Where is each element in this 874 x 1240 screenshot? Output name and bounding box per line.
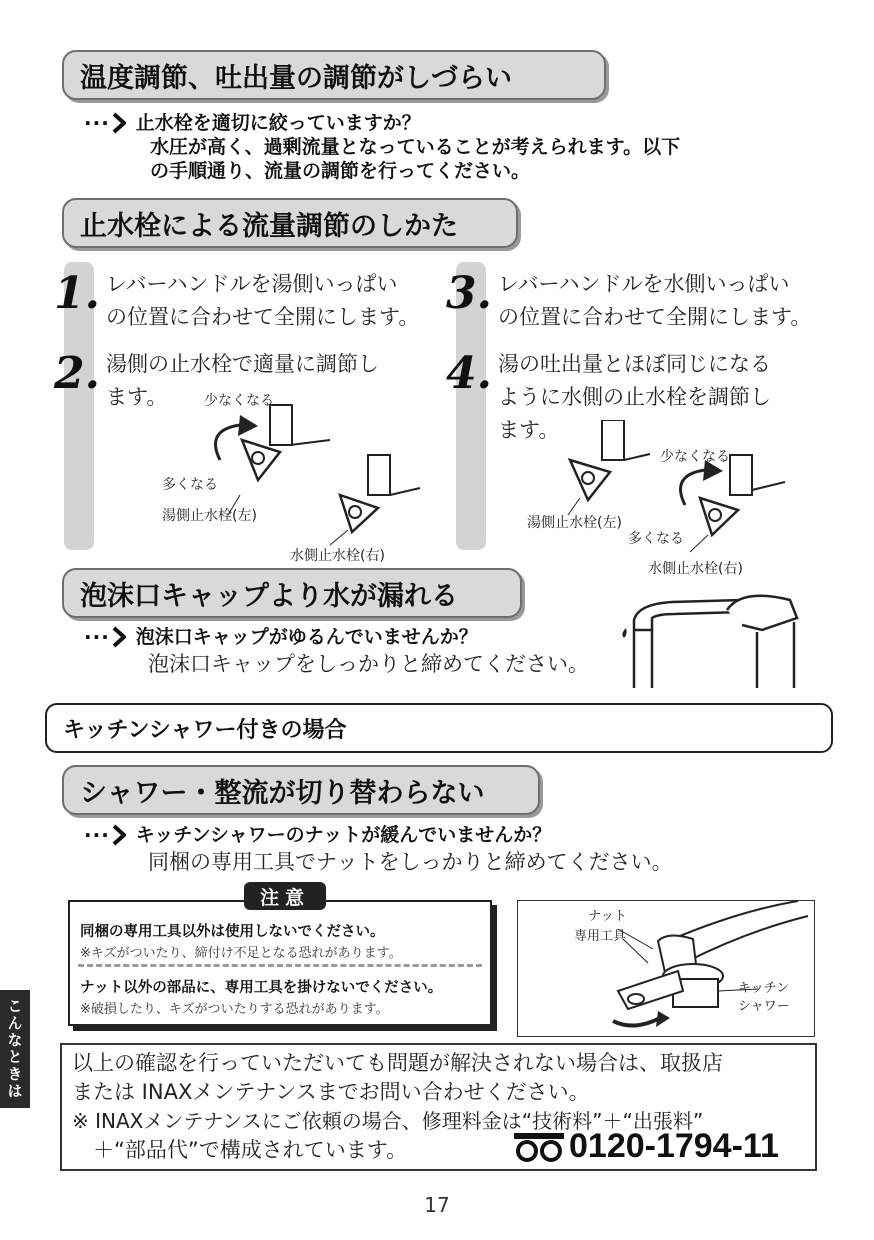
step-line: ように水側の止水栓を調節し <box>498 385 771 409</box>
question-line <box>84 112 421 134</box>
step-line: レバーハンドルを湯側いっぱい <box>106 272 398 296</box>
info-text: または INAXメンテナンスまでお問い合わせください。 <box>72 1080 590 1104</box>
faucet-illustration <box>612 590 802 690</box>
label-less: 少なくなる <box>660 449 730 465</box>
caution-badge: 注意 <box>244 882 326 910</box>
step-line: レバーハンドルを水側いっぱい <box>498 272 790 296</box>
step-number: 3. <box>446 268 492 319</box>
caution-note: ※破損したり、キズがついたりする恐れがあります。 <box>80 1002 389 1017</box>
question-line <box>84 626 478 648</box>
step-line: の位置に合わせて全開にします。 <box>498 305 812 329</box>
chevron-right-icon <box>112 112 126 134</box>
shower-nut-illustration <box>518 901 814 1036</box>
label-cold-valve: 水側止水栓(右) <box>290 548 385 564</box>
divider <box>78 964 482 967</box>
step-text <box>106 268 419 334</box>
label-more: 多くなる <box>628 531 684 547</box>
step-line: 湯の吐出量とほぼ同じになる <box>498 352 771 376</box>
label-less: 少なくなる <box>204 393 274 409</box>
dots-icon: ··· <box>84 111 110 135</box>
section-title: シャワー・整流が切り替わらない <box>80 777 485 809</box>
section-header-shower-switch <box>62 765 540 815</box>
label-hot-valve: 湯側止水栓(左) <box>527 515 622 531</box>
step-line: の位置に合わせて全開にします。 <box>106 305 420 329</box>
caution-line: 同梱の専用工具以外は使用しないでください。 <box>80 924 385 940</box>
step-line: ます。 <box>106 385 168 409</box>
label-tool: 専用工具 <box>574 929 627 944</box>
info-text: ※ INAXメンテナンスにご依頼の場合、修理料金は“技術料”＋“出張料” <box>72 1109 704 1133</box>
phone-number-text: 0120-1794-11 <box>569 1127 779 1165</box>
body-text: の手順通り、流量の調節を行ってください。 <box>150 160 531 182</box>
question-text: 泡沫口キャップがゆるんでいませんか？ <box>135 626 478 648</box>
question-line <box>84 824 551 846</box>
caution-box <box>68 900 492 1026</box>
chevron-right-icon <box>112 626 126 648</box>
section-title: 止水栓による流量調節のしかた <box>80 210 458 242</box>
step-text <box>498 268 811 334</box>
label-kitchen-shower: シャワー <box>738 999 790 1014</box>
section-header-aerator-leak <box>62 568 522 618</box>
label-kitchen-shower: キッチン <box>738 981 790 996</box>
info-text: ＋“部品代”で構成されています。 <box>72 1138 408 1162</box>
dots-icon: ··· <box>84 625 110 649</box>
kitchen-shower-header <box>45 703 833 753</box>
info-text: 以上の確認を行っていただいても問題が解決されない場合は、取扱店 <box>72 1051 723 1075</box>
caution-line: ナット以外の部品に、専用工具を掛けないでください。 <box>80 980 443 996</box>
chevron-right-icon <box>112 824 126 846</box>
page-number: 17 <box>424 1193 450 1217</box>
side-tab: こんなときは <box>0 990 30 1108</box>
step-number: 1. <box>54 268 100 319</box>
section-header-valve-adjust <box>62 198 518 248</box>
label-nut: ナット <box>588 909 627 924</box>
section-title: 泡沫口キャップより水が漏れる <box>80 580 458 612</box>
step-line: ます。 <box>498 418 560 442</box>
label-more: 多くなる <box>162 477 218 493</box>
step-number: 4. <box>446 348 492 399</box>
label-hot-valve: 湯側止水栓(左) <box>162 508 257 524</box>
valve-illustration-left <box>180 400 440 555</box>
body-text: 水圧が高く、過剰流量となっていることが考えられます。以下 <box>150 136 681 158</box>
body-text: 同梱の専用工具でナットをしっかりと締めてください。 <box>148 850 673 874</box>
dots-icon: ··· <box>84 823 110 847</box>
section-header-temperature <box>62 50 606 100</box>
question-text: 止水栓を適切に絞っていますか？ <box>135 112 421 134</box>
body-text: 泡沫口キャップをしっかりと締めてください。 <box>148 652 589 676</box>
label-cold-valve: 水側止水栓(右) <box>648 561 743 577</box>
free-dial-icon <box>513 1132 565 1162</box>
question-text: キッチンシャワーのナットが緩んでいませんか？ <box>135 824 552 846</box>
kitchen-shower-title: キッチンシャワー付きの場合 <box>63 717 347 743</box>
caution-note: ※キズがついたり、締付け不足となる恐れがあります。 <box>80 946 402 961</box>
step-line: 湯側の止水栓で適量に調節し <box>106 352 379 376</box>
phone-number <box>513 1127 779 1166</box>
tool-diagram <box>517 900 815 1037</box>
section-title: 温度調節、吐出量の調節がしづらい <box>80 62 512 94</box>
step-number: 2. <box>54 348 100 399</box>
